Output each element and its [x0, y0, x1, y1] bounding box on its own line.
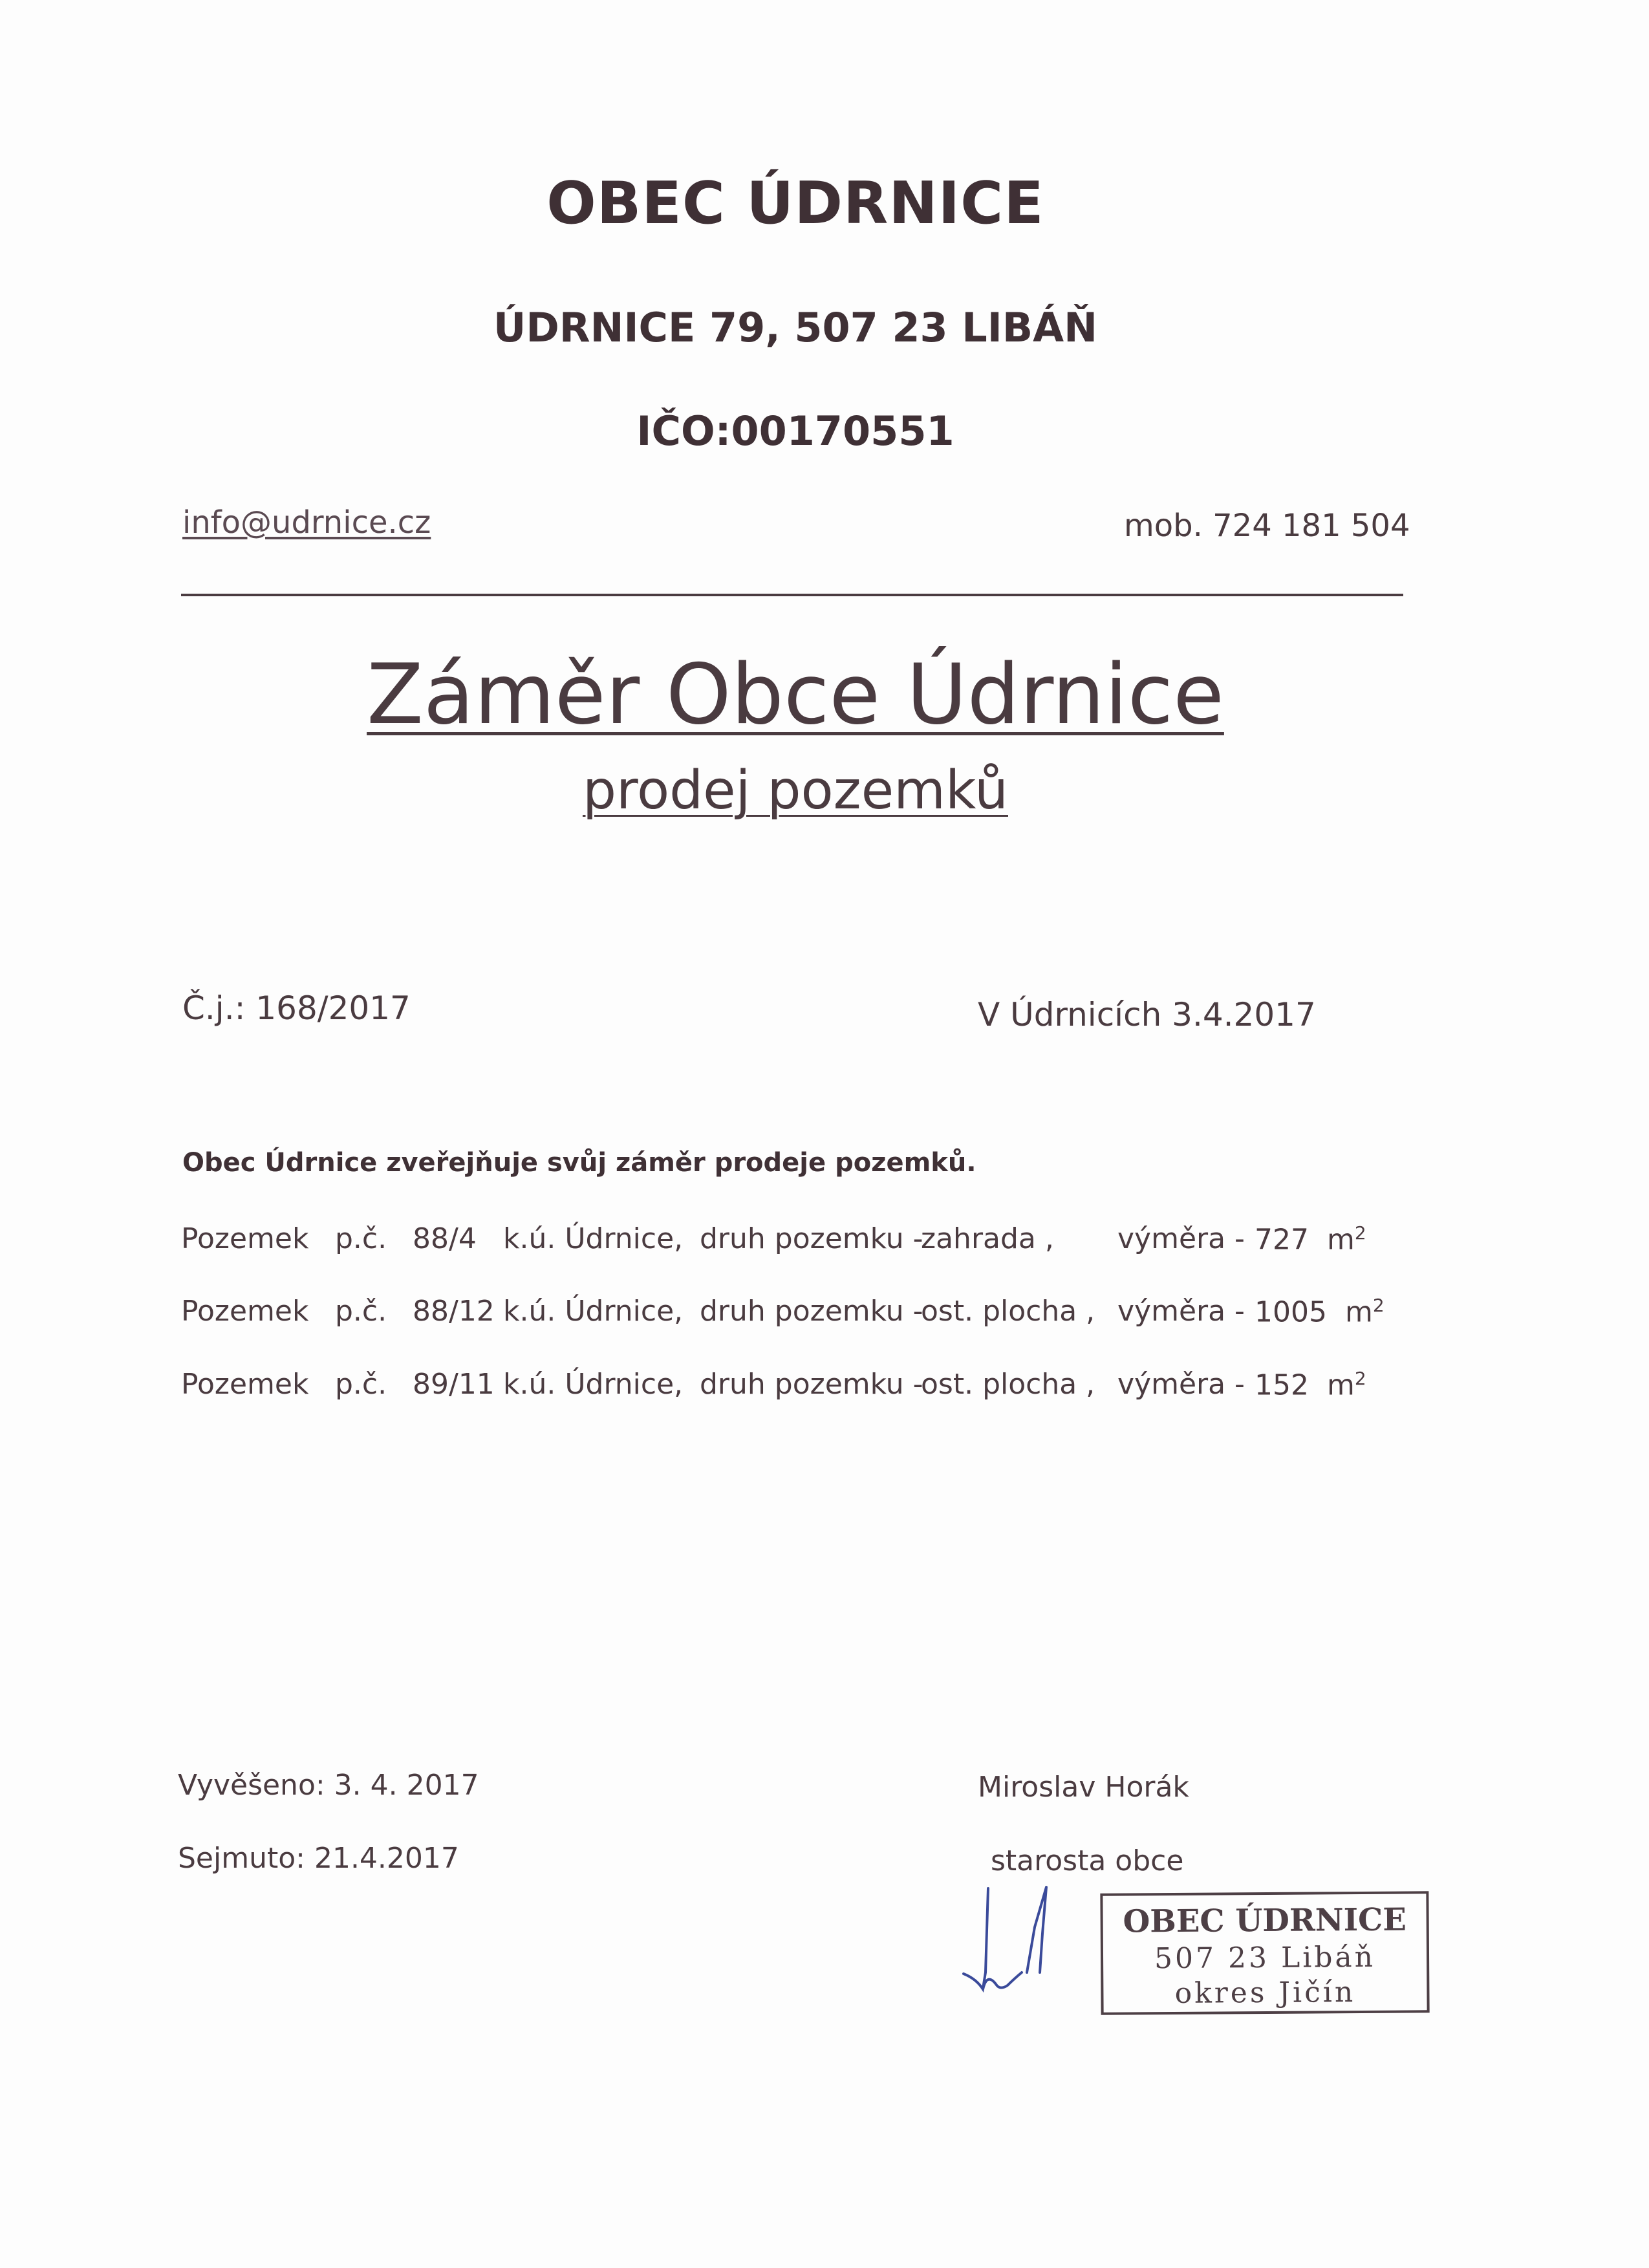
- parcel-area-unit-sup: 2: [1354, 1222, 1366, 1244]
- intro-text: Obec Údrnice zveřejňuje svůj záměr prodeje pozemků.: [182, 1148, 976, 1178]
- parcel-area-value: 152: [1255, 1368, 1309, 1402]
- parcel-area-label: výměra -: [1117, 1368, 1245, 1401]
- parcel-pc: p.č.: [335, 1368, 387, 1401]
- parcel-row: [0, 1368, 1649, 1413]
- signer-name: Miroslav Horák: [978, 1771, 1189, 1804]
- parcel-area-value: 727: [1255, 1223, 1309, 1257]
- parcel-type-label: druh pozemku -: [700, 1295, 923, 1328]
- stamp-line: OBEC ÚDRNICE: [1123, 1901, 1407, 1940]
- signature-icon: [957, 1875, 1086, 2018]
- parcel-area-unit: m: [1326, 1223, 1355, 1257]
- parcel-cadastre: k.ú. Údrnice,: [503, 1295, 684, 1328]
- parcel-area-unit: m: [1326, 1368, 1355, 1402]
- stamp-line: okres Jičín: [1174, 1976, 1356, 2010]
- place-date: V Údrnicích 3.4.2017: [978, 996, 1316, 1033]
- parcel-label: Pozemek: [181, 1368, 309, 1401]
- parcel-row: [0, 1222, 1649, 1268]
- parcel-pc: p.č.: [335, 1295, 387, 1328]
- org-address: ÚDRNICE 79, 507 23 LIBÁŇ: [493, 304, 1097, 351]
- parcel-area-unit-sup: 2: [1372, 1295, 1385, 1316]
- parcel-number: 89/11: [413, 1368, 495, 1401]
- signer-title: starosta obce: [991, 1844, 1184, 1877]
- email-link[interactable]: info@udrnice.cz: [182, 504, 431, 541]
- parcel-label: Pozemek: [181, 1295, 309, 1328]
- parcel-area-unit-sup: 2: [1354, 1368, 1366, 1389]
- parcel-cadastre: k.ú. Údrnice,: [503, 1368, 684, 1401]
- parcel-number: 88/12: [413, 1295, 495, 1328]
- official-stamp: [1100, 1891, 1429, 2015]
- org-ico: IČO:00170551: [636, 407, 954, 455]
- parcel-row: [0, 1295, 1649, 1340]
- document-title: Záměr Obce Údrnice: [367, 647, 1224, 743]
- parcel-area-unit: m: [1344, 1295, 1373, 1329]
- parcel-area: [1255, 1295, 1385, 1329]
- parcel-pc: p.č.: [335, 1222, 387, 1255]
- parcel-type: zahrada ,: [921, 1222, 1054, 1255]
- parcel-cadastre: k.ú. Údrnice,: [503, 1222, 684, 1255]
- posted-date: Vyvěšeno: 3. 4. 2017: [178, 1769, 479, 1802]
- parcel-type-label: druh pozemku -: [700, 1368, 923, 1401]
- parcel-label: Pozemek: [181, 1222, 309, 1255]
- org-name: OBEC ÚDRNICE: [546, 169, 1044, 237]
- document-subtitle: prodej pozemků: [582, 760, 1008, 821]
- parcel-type-label: druh pozemku -: [700, 1222, 923, 1255]
- parcel-area-label: výměra -: [1117, 1222, 1245, 1255]
- header-divider: [181, 594, 1403, 596]
- stamp-line: 507 23 Libáň: [1154, 1940, 1376, 1976]
- parcel-type: ost. plocha ,: [921, 1295, 1095, 1328]
- removed-date: Sejmuto: 21.4.2017: [178, 1842, 459, 1875]
- parcel-area: [1255, 1368, 1366, 1402]
- parcel-number: 88/4: [413, 1222, 477, 1255]
- parcel-area: [1255, 1222, 1366, 1257]
- reference-number: Č.j.: 168/2017: [182, 989, 411, 1027]
- parcel-type: ost. plocha ,: [921, 1368, 1095, 1401]
- phone-number: mob. 724 181 504: [1124, 508, 1410, 544]
- parcel-area-value: 1005: [1255, 1295, 1327, 1329]
- parcel-area-label: výměra -: [1117, 1295, 1245, 1328]
